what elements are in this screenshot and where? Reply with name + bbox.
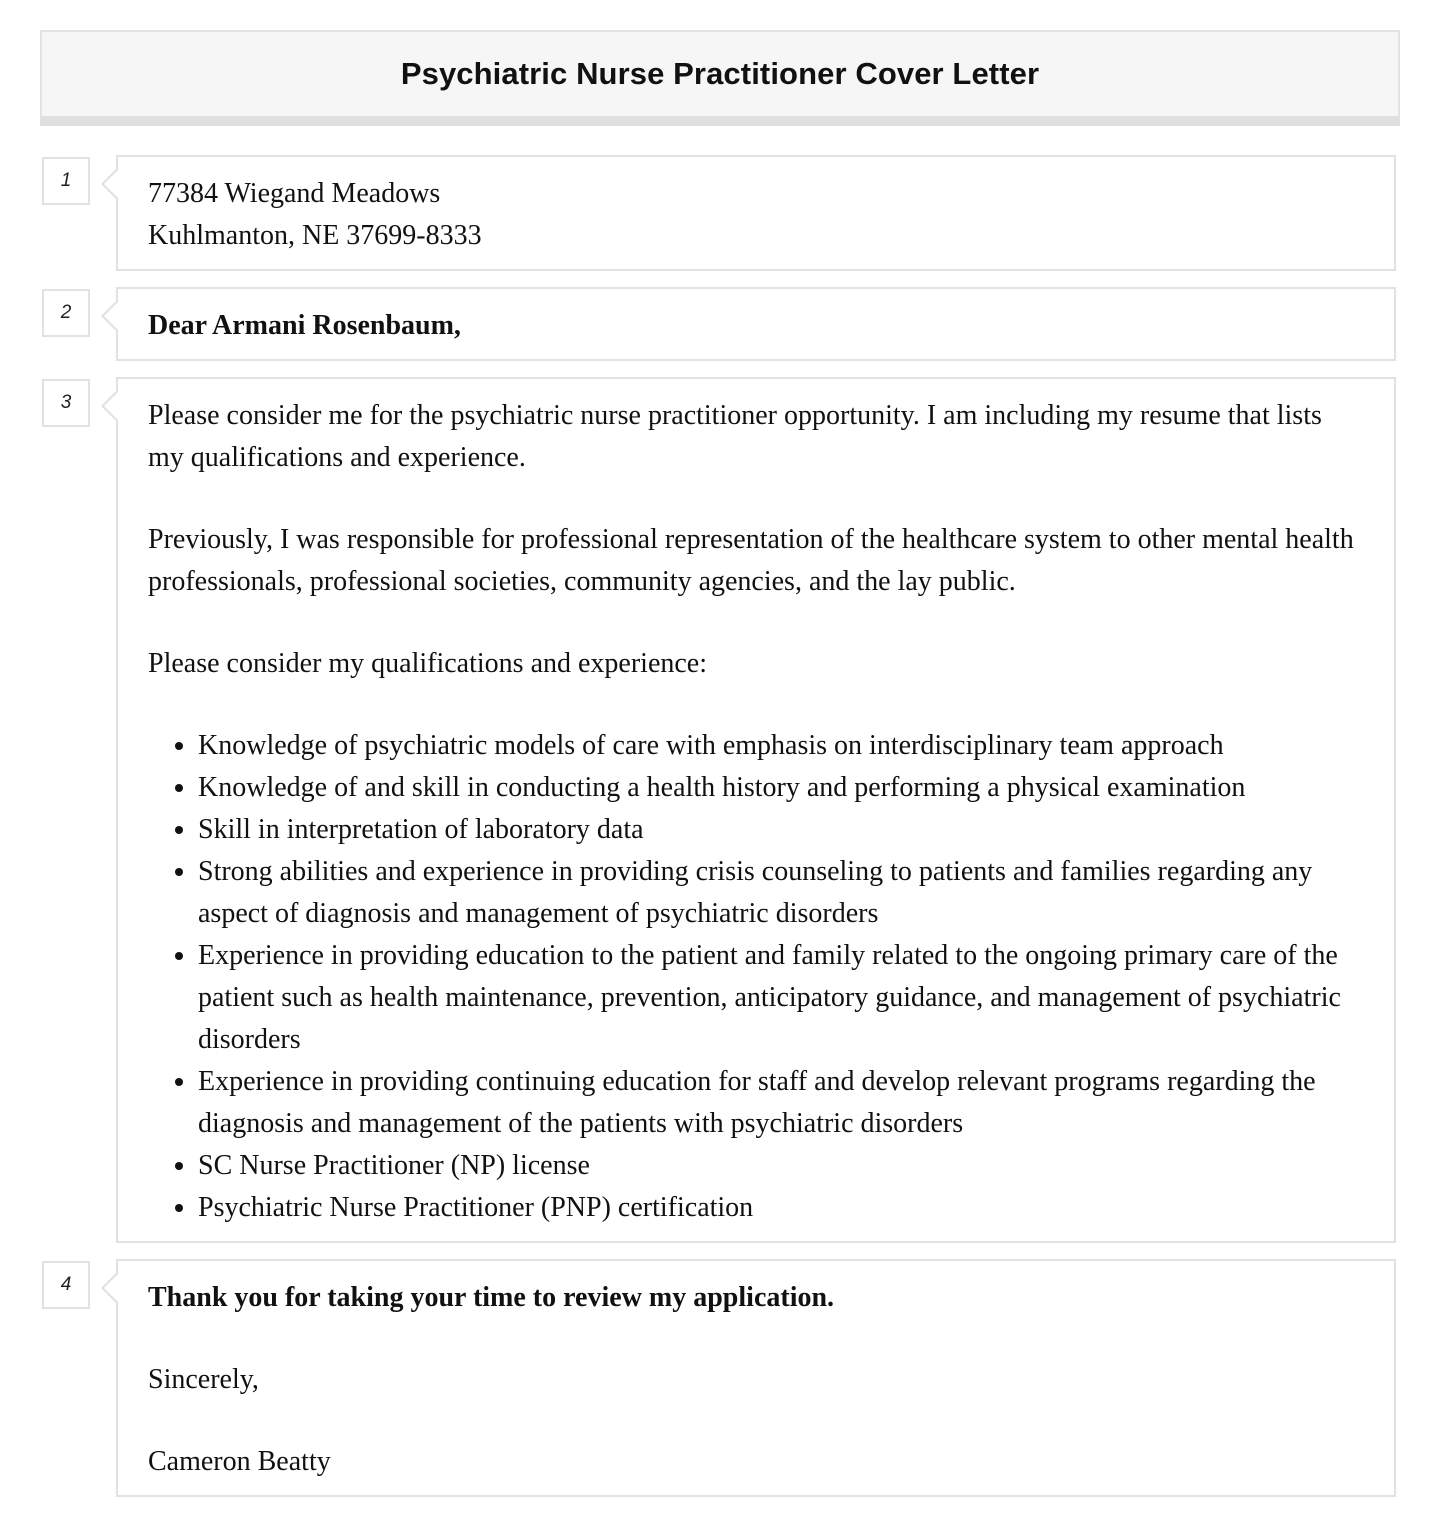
list-item: • SC Nurse Practitioner (NP) license	[198, 1145, 1364, 1187]
list-item: • Experience in providing education to the patient and family related to the ongoing primary care of the patient such as health maintenance, prevention, anticipatory guidance, and management of psychiatric disorders	[198, 935, 1364, 1061]
page-title: Psychiatric Nurse Practitioner Cover Letter	[400, 56, 1040, 91]
qualifications-list	[148, 725, 1364, 1229]
list-item: • Knowledge of and skill in conducting a health history and performing a physical examination	[198, 767, 1364, 809]
closing-block	[116, 1259, 1396, 1497]
section-number-badge: 1	[42, 157, 90, 205]
list-item: • Strong abilities and experience in providing crisis counseling to patients and families regarding any aspect of diagnosis and management of psychiatric disorders	[198, 851, 1364, 935]
signoff: Sincerely,	[148, 1364, 259, 1395]
list-item: • Skill in interpretation of laboratory data	[198, 809, 1364, 851]
body-block	[116, 377, 1396, 1243]
section-number-badge: 4	[42, 1261, 90, 1309]
salutation-block	[116, 287, 1396, 361]
body-paragraph: Previously, I was responsible for professional representation of the healthcare system to other mental health professionals, professional societies, community agencies, and the lay public.	[148, 524, 1354, 597]
section-number-badge: 2	[42, 289, 90, 337]
list-item: • Experience in providing continuing education for staff and develop relevant programs regarding the diagnosis and management of the patients with psychiatric disorders	[198, 1061, 1364, 1145]
signature: Cameron Beatty	[148, 1446, 331, 1477]
list-item: • Psychiatric Nurse Practitioner (PNP) certification	[198, 1187, 1364, 1229]
salutation: Dear Armani Rosenbaum,	[148, 310, 461, 341]
title-bar	[40, 30, 1400, 126]
closing-statement: Thank you for taking your time to review my application.	[148, 1282, 835, 1313]
body-paragraph: Please consider me for the psychiatric nurse practitioner opportunity. I am including my resume that lists my qualifications and experience.	[148, 400, 1322, 473]
address-line-1: 77384 Wiegand Meadows	[148, 178, 441, 209]
address-line-2: Kuhlmanton, NE 37699-8333	[148, 220, 482, 251]
address-block	[116, 155, 1396, 271]
section-number-badge: 3	[42, 379, 90, 427]
list-item: • Knowledge of psychiatric models of care with emphasis on interdisciplinary team approach	[198, 725, 1364, 767]
body-paragraph: Please consider my qualifications and experience:	[148, 648, 708, 679]
